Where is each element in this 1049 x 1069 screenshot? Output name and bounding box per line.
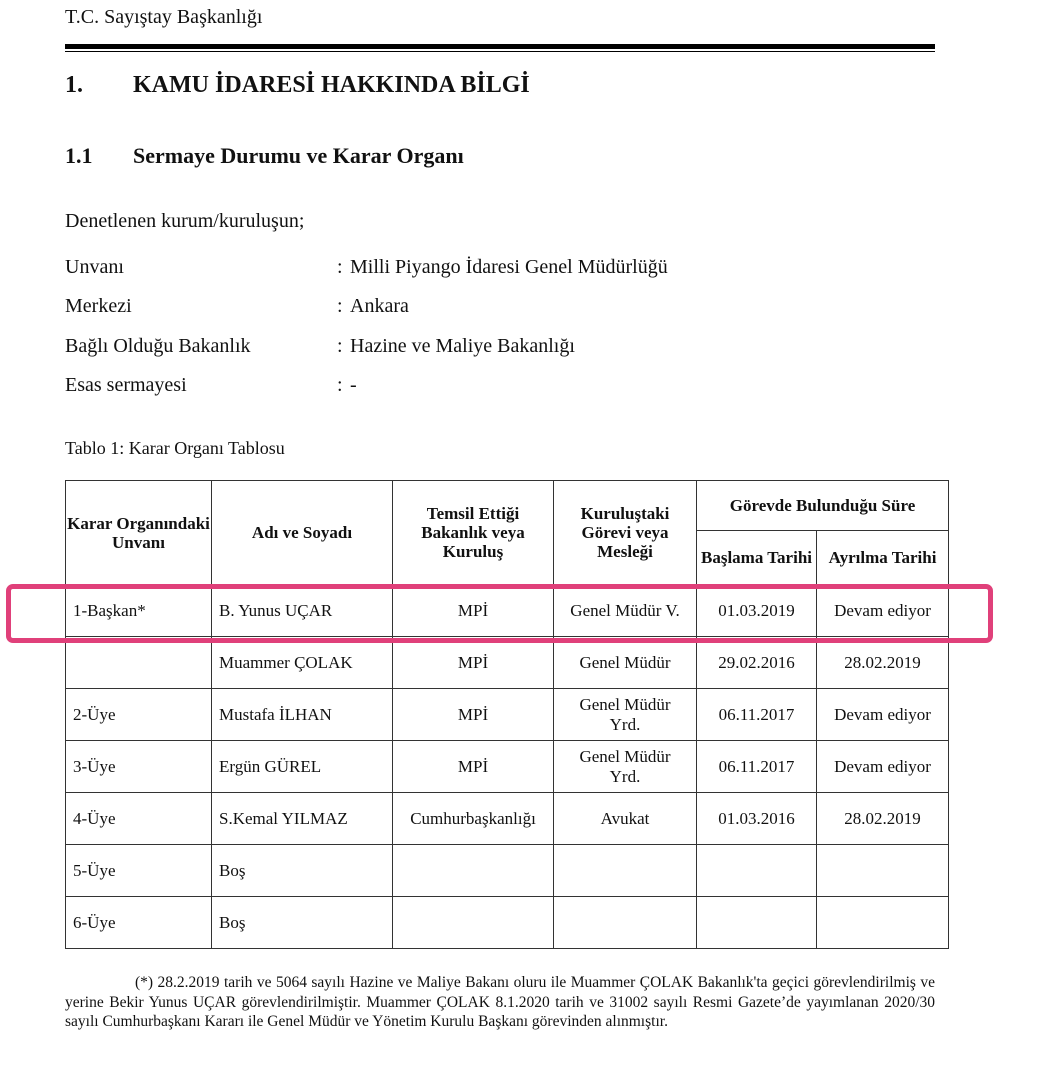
cell-temsil xyxy=(393,897,554,949)
cell-gorev xyxy=(554,897,697,949)
info-colon: : xyxy=(337,335,343,357)
cell-unvan: 2-Üye xyxy=(66,689,212,741)
info-label: Esas sermayesi xyxy=(65,374,187,396)
cell-gorev: Genel Müdür V. xyxy=(554,585,697,637)
table-caption: Tablo 1: Karar Organı Tablosu xyxy=(65,438,285,458)
info-row-merkez xyxy=(65,295,865,321)
cell-unvan: 6-Üye xyxy=(66,897,212,949)
header-ad-soyad: Adı ve Soyadı xyxy=(212,481,393,585)
cell-gorev: Genel Müdür Yrd. xyxy=(554,741,697,793)
table-footnote: (*) 28.2.2019 tarih ve 5064 sayılı Hazine ve Maliye Bakanı oluru ile Muammer ÇOLAK Bakanlık'ta geçici görevlendirilmiş ve yerine Bekir Yunus UÇAR görevlendirilmiştir. Muammer ÇOLAK 8.1.2020 tarih ve 31002 sayılı Resmi Gazete’de yayımlanan 2020/30 sayılı Cumhurbaşkanı Kararı ile Genel Müdür ve Yönetim Kurulu Başkanı görevinden alınmıştır. xyxy=(65,974,935,1030)
info-value: Milli Piyango İdaresi Genel Müdürlüğü xyxy=(350,256,668,278)
cell-ad: Mustafa İLHAN xyxy=(212,689,393,741)
karar-organi-table xyxy=(65,480,949,949)
cell-unvan: 4-Üye xyxy=(66,793,212,845)
cell-baslama: 06.11.2017 xyxy=(697,741,817,793)
table-row xyxy=(66,741,949,793)
table-row xyxy=(66,897,949,949)
cell-ayrilma: 28.02.2019 xyxy=(817,637,949,689)
cell-baslama: 06.11.2017 xyxy=(697,689,817,741)
cell-gorev xyxy=(554,845,697,897)
cell-gorev: Genel Müdür Yrd. xyxy=(554,689,697,741)
header-temsil: Temsil Ettiği Bakanlık veya Kuruluş xyxy=(393,481,554,585)
subsection-number: 1.1 xyxy=(65,143,93,168)
cell-ayrilma: 28.02.2019 xyxy=(817,793,949,845)
cell-ad: Muammer ÇOLAK xyxy=(212,637,393,689)
cell-unvan: 1-Başkan* xyxy=(66,585,212,637)
header-rule-thick xyxy=(65,44,935,49)
intro-text: Denetlenen kurum/kuruluşun; xyxy=(65,210,305,232)
info-colon: : xyxy=(337,295,343,317)
cell-gorev: Avukat xyxy=(554,793,697,845)
cell-baslama xyxy=(697,845,817,897)
cell-ad: Boş xyxy=(212,845,393,897)
header-unvan: Karar Organındaki Unvanı xyxy=(66,481,212,585)
info-colon: : xyxy=(337,256,343,278)
info-label: Bağlı Olduğu Bakanlık xyxy=(65,335,251,357)
cell-unvan: 3-Üye xyxy=(66,741,212,793)
cell-temsil: MPİ xyxy=(393,637,554,689)
info-value: Hazine ve Maliye Bakanlığı xyxy=(350,335,575,357)
cell-ad: Ergün GÜREL xyxy=(212,741,393,793)
cell-temsil: Cumhurbaşkanlığı xyxy=(393,793,554,845)
info-label: Merkezi xyxy=(65,295,132,317)
cell-unvan: 5-Üye xyxy=(66,845,212,897)
cell-ayrilma: Devam ediyor xyxy=(817,689,949,741)
cell-baslama: 29.02.2016 xyxy=(697,637,817,689)
cell-ad: Boş xyxy=(212,897,393,949)
subsection-title: Sermaye Durumu ve Karar Organı xyxy=(133,143,464,168)
table-row xyxy=(66,793,949,845)
cell-gorev: Genel Müdür xyxy=(554,637,697,689)
info-row-sermaye xyxy=(65,374,865,400)
header-gorev: Kuruluştaki Görevi veya Mesleği xyxy=(554,481,697,585)
cell-ayrilma xyxy=(817,845,949,897)
cell-baslama xyxy=(697,897,817,949)
section-title: KAMU İDARESİ HAKKINDA BİLGİ xyxy=(133,72,530,98)
cell-temsil xyxy=(393,845,554,897)
cell-temsil: MPİ xyxy=(393,689,554,741)
cell-ayrilma: Devam ediyor xyxy=(817,585,949,637)
cell-ad: S.Kemal YILMAZ xyxy=(212,793,393,845)
section-number: 1. xyxy=(65,72,83,98)
cell-unvan xyxy=(66,637,212,689)
info-value: Ankara xyxy=(350,295,409,317)
header-rule-thin xyxy=(65,51,935,52)
header-ayrilma: Ayrılma Tarihi xyxy=(817,531,949,585)
cell-ayrilma xyxy=(817,897,949,949)
cell-ad: B. Yunus UÇAR xyxy=(212,585,393,637)
table-row xyxy=(66,637,949,689)
header-baslama: Başlama Tarihi xyxy=(697,531,817,585)
cell-temsil: MPİ xyxy=(393,585,554,637)
info-row-unvan xyxy=(65,256,865,282)
cell-ayrilma: Devam ediyor xyxy=(817,741,949,793)
table-header-row xyxy=(66,481,949,531)
document-header: T.C. Sayıştay Başkanlığı xyxy=(65,6,263,28)
info-label: Unvanı xyxy=(65,256,124,278)
cell-temsil: MPİ xyxy=(393,741,554,793)
header-gorev-suresi: Görevde Bulunduğu Süre xyxy=(697,481,949,531)
cell-baslama: 01.03.2019 xyxy=(697,585,817,637)
cell-baslama: 01.03.2016 xyxy=(697,793,817,845)
info-value: - xyxy=(350,374,357,396)
info-colon: : xyxy=(337,374,343,396)
info-row-bakanlik xyxy=(65,335,865,361)
table-row xyxy=(66,689,949,741)
table-row xyxy=(66,845,949,897)
table-row xyxy=(66,585,949,637)
